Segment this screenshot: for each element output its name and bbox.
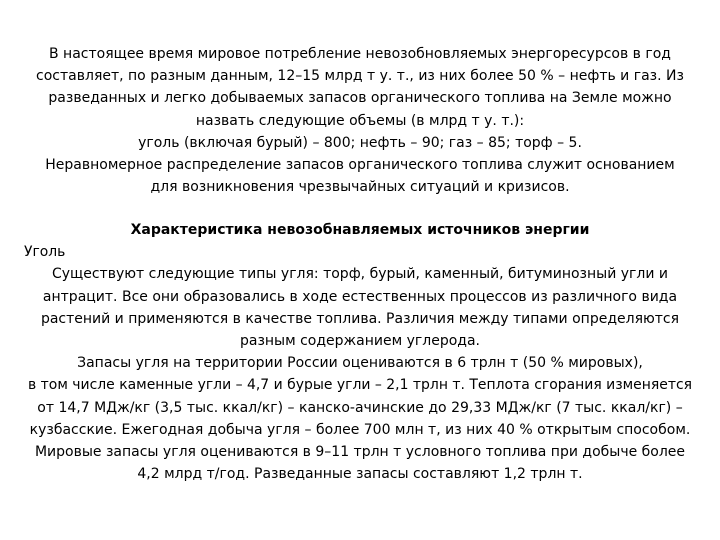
body-line: кузбасские. Ежегодная добыча угля – более 700 млн т, из них 40 % открытым способом.: [29, 421, 691, 438]
section-heading: Характеристика невозобнавляемых источников энергии: [130, 222, 590, 238]
intro-line: составляет, по разным данным, 12–15 млрд т у. т., из них более 50 % – нефть и газ. Из: [36, 68, 684, 85]
section-subheading: Уголь: [24, 244, 66, 261]
body-line: в том числе каменные угли – 4,7 и бурые угли – 2,1 трлн т. Теплота сгорания изменяется: [28, 377, 693, 394]
body-line: разным содержанием углерода.: [239, 333, 480, 350]
body-line: антрацит. Все они образовались в ходе естественных процессов из различного вида: [42, 288, 678, 305]
intro-line: разведанных и легко добываемых запасов органического топлива на Земле можно: [48, 90, 672, 107]
intro-line: для возникновения чрезвычайных ситуаций и кризисов.: [150, 179, 570, 196]
intro-line: Неравномерное распределение запасов органического топлива служит основанием: [45, 157, 675, 174]
body-line: Существуют следующие типы угля: торф, бурый, каменный, битуминозный угли и: [52, 266, 668, 283]
body-line: Запасы угля на территории России оцениваются в 6 трлн т (50 % мировых),: [77, 355, 643, 372]
intro-line: В настоящее время мировое потребление невозобновляемых энергоресурсов в год: [49, 46, 671, 62]
reserves-line: уголь (включая бурый) – 800; нефть – 90; газ – 85; торф – 5.: [138, 134, 582, 151]
body-line: от 14,7 МДж/кг (3,5 тыс. ккал/кг) – канско-ачинские до 29,33 МДж/кг (7 тыс. ккал/кг) –: [37, 399, 683, 416]
coal-section: [24, 219, 693, 485]
body-line: растений и применяются в качестве топлива. Различия между типами определяются: [40, 310, 680, 327]
body-line: Мировые запасы угля оцениваются в 9–11 трлн т условного топлива при добыче более: [34, 444, 686, 461]
intro-paragraph: [28, 43, 692, 198]
intro-line: назвать следующие объемы (в млрд т у. т.):: [195, 112, 525, 129]
body-line: 4,2 млрд т/год. Разведанные запасы составляют 1,2 трлн т.: [137, 466, 583, 483]
